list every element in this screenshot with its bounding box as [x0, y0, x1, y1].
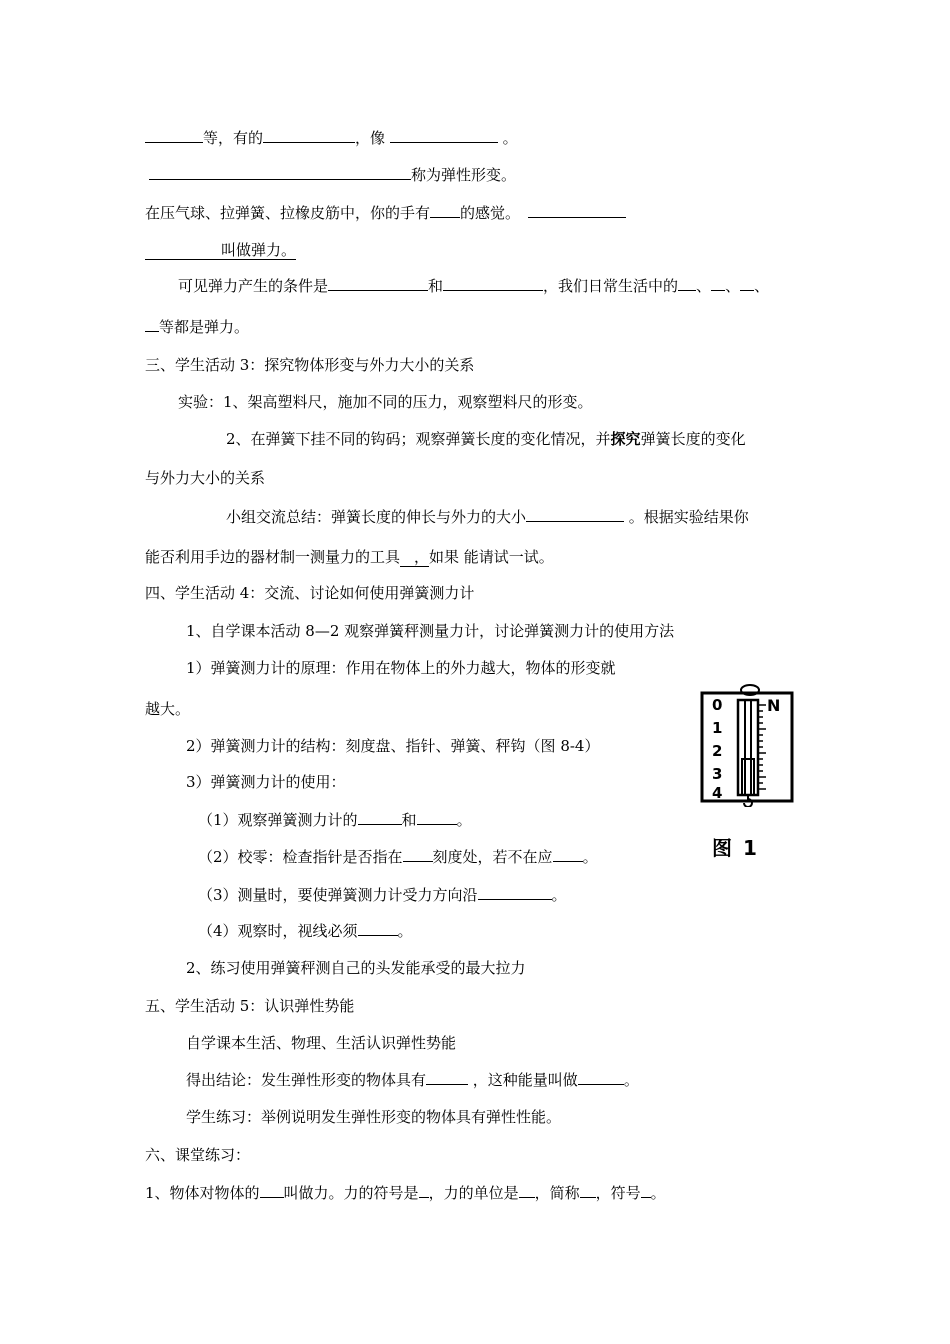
line-4: 叫做弹力。: [145, 240, 296, 260]
line-9: 2、在弹簧下挂不同的钩码；观察弹簧长度的变化情况，并探究弹簧长度的变化: [226, 430, 746, 448]
line-14: 1、自学课本活动 8—2 观察弹簧秤测量力计，讨论弹簧测力计的使用方法: [186, 622, 675, 640]
line-12: 能否利用手边的器材制一测量力的工具 ，如果 能请试一试。: [145, 548, 554, 566]
line-16: 越大。: [145, 700, 191, 718]
line-3: 在压气球、拉弹簧、拉橡皮筋中，你的手有 的感觉。: [145, 203, 626, 223]
line-5: 可见弹力产生的条件是 和 ，我们日常生活中的 、 、 、: [178, 277, 770, 295]
line-11: 小组交流总结：弹簧长度的伸长与外力的大小 。根据实验结果你: [226, 508, 749, 526]
line-23: 2、练习使用弹簧秤测自己的头发能承受的最大拉力: [186, 959, 526, 977]
line-6: 等都是弹力。: [145, 317, 249, 337]
line-15: 1）弹簧测力计的原理：作用在物体上的外力越大，物体的形变就: [186, 659, 616, 677]
line-22: （4）观察时，视线必须 。: [198, 922, 413, 940]
tick-label-2: 2: [712, 742, 723, 760]
figure-caption: 图 1: [712, 836, 759, 860]
tick-label-4: 4: [712, 784, 723, 802]
line-20: （2）校零：检查指针是否指在 刻度处，若不在应 。: [198, 848, 598, 866]
line-17: 2）弹簧测力计的结构：刻度盘、指针、弹簧、秤钩（图 8-4）: [186, 737, 600, 755]
line-27: 学生练习：举例说明发生弹性形变的物体具有弹性性能。: [186, 1108, 562, 1126]
section-5-heading: 五、学生活动 5：认识弹性势能: [145, 997, 355, 1015]
line-8: 实验：1、架高塑料尺，施加不同的压力，观察塑料尺的形变。: [178, 393, 593, 411]
line-25: 自学课本生活、物理、生活认识弹性势能: [186, 1034, 457, 1052]
tick-label-0: 0: [712, 696, 723, 714]
tick-label-3: 3: [712, 765, 723, 783]
line-2: 称为弹性形变。: [145, 165, 516, 185]
line-26: 得出结论：发生弹性形变的物体具有 ，这种能量叫做 。: [186, 1071, 639, 1089]
tick-label-1: 1: [712, 719, 723, 737]
section-3-heading: 三、学生活动 3：探究物体形变与外力大小的关系: [145, 356, 475, 374]
line-29: 1、物体对物体的 叫做力。力的符号是 ，力的单位是 ，简称 ，符号 。: [145, 1184, 666, 1202]
line-1: 等，有的 ，像 。: [145, 128, 518, 148]
section-6-heading: 六、课堂练习：: [145, 1146, 251, 1164]
unit-label: N: [767, 696, 781, 715]
line-18: 3）弹簧测力计的使用：: [186, 773, 346, 791]
line-10: 与外力大小的关系: [145, 469, 266, 487]
line-19: （1）观察弹簧测力计的 和 。: [198, 811, 472, 829]
line-21: （3）测量时，要使弹簧测力计受力方向沿 。: [198, 886, 567, 904]
spring-scale-figure: [700, 683, 794, 807]
section-4-heading: 四、学生活动 4：交流、讨论如何使用弹簧测力计: [145, 584, 475, 602]
